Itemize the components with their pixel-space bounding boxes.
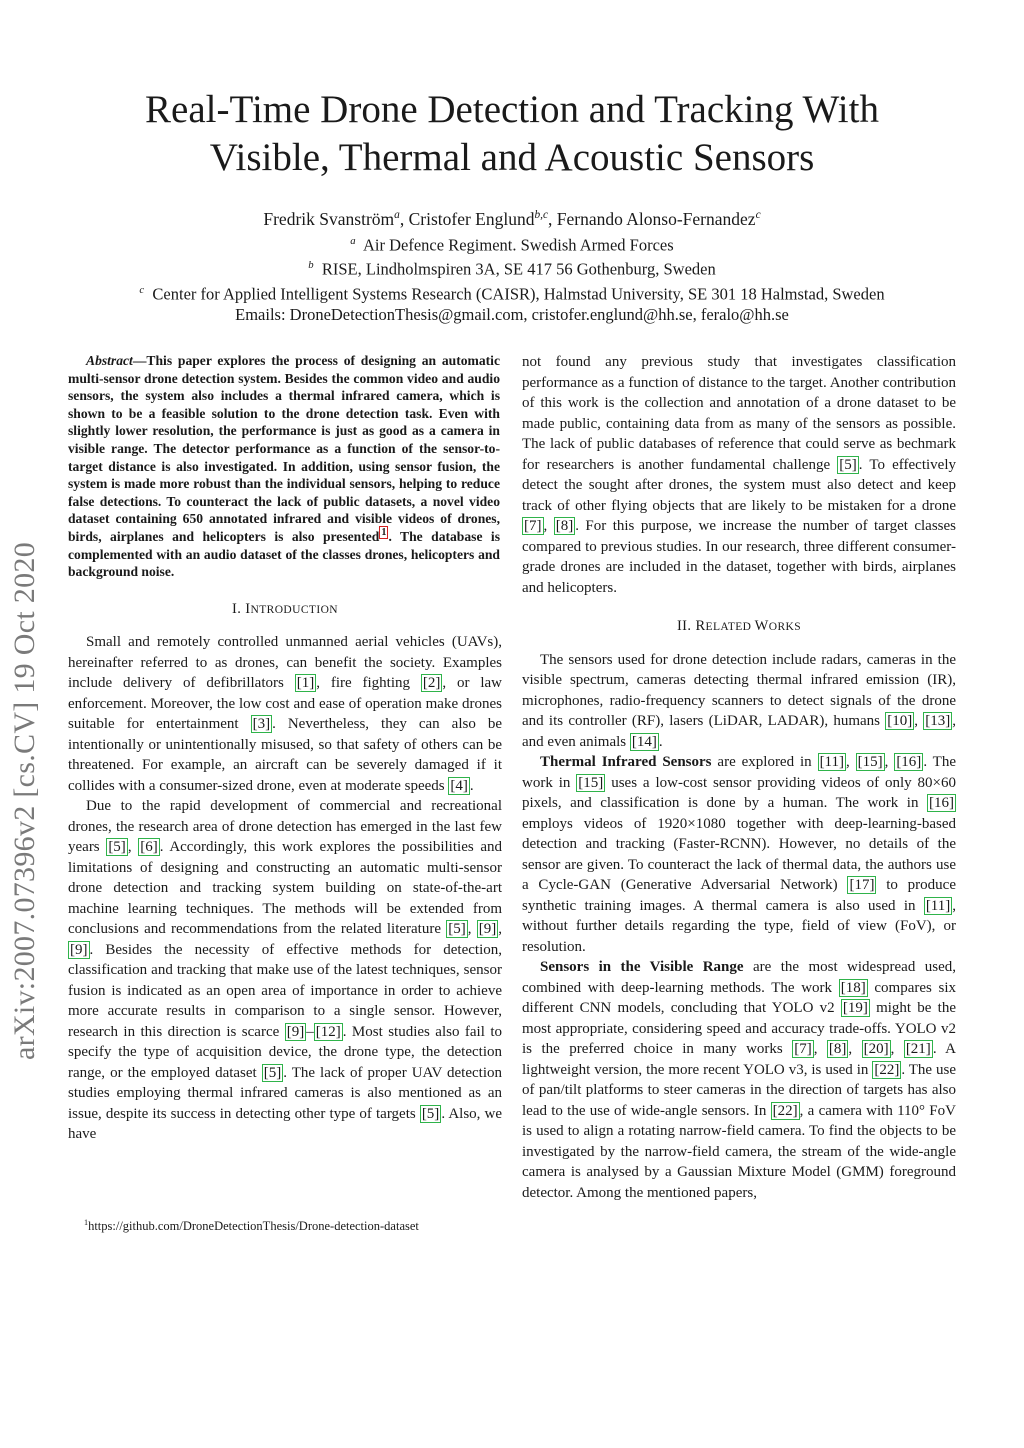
text: . To effectively detect the sought after drones, the system must also detect and keep track of other flying objects that are likely to be mistaken for a drone (522, 456, 956, 514)
citation-link[interactable]: [18] (840, 979, 866, 996)
text: , and even animals (522, 713, 957, 750)
intro-paragraph-2-continued (522, 352, 956, 598)
related-paragraph-visible (522, 957, 956, 1203)
text: , or law enforcement. Moreover, the low cost and ease of operation make drones suitable for entertainment (68, 675, 502, 733)
right-column (522, 352, 956, 1203)
text: employs videos of 1920×1080 together with deep-learning-based detection and tracking (Faster-RCNN). However, no details of the sensor are given. To counteract the lack of thermal data, the authors use a Cycle-GAN (Generative Adversarial Network) (522, 815, 956, 893)
citation-link[interactable]: [11] (819, 754, 844, 770)
paragraph-lead-visible: Sensors in the Visible Range (540, 959, 744, 975)
text: , (498, 921, 502, 938)
citation-link[interactable]: [11] (925, 897, 951, 914)
text: . For this purpose, we increase the number of target classes compared to previous studies. In our research, three different consumer-grade drones are included in the dataset, together with birds, airplanes and helicopters. (522, 518, 956, 596)
text: . Also, we have (68, 1105, 502, 1143)
author-block (60, 205, 964, 325)
abstract-text-1: —This paper explores the process of designing an automatic multi-sensor drone detection system. Besides the common video and audio sensors, the system also includes a thermal infrared camera, which is shown to be a feasible solution to the drone detection task. Even with slightly lower resolution, the performance is just as good as a camera in visible range. The detector performance as a function of the sensor-to-target distance is also investigated. In addition, using sensor fusion, the system is made more robust than the individual sensors, helping to reduce false detections. To counteract the lack of public datasets, a novel video dataset containing 650 annotated infrared and visible videos of drones, birds, airplanes and helicopters is also presented (68, 353, 500, 544)
author-names: Fredrik Svanström$^a$, Cristofer Englund$^{b,c}$, Fernando Alonso-Fernandez$^c$ (263, 208, 761, 229)
text: . Besides the necessity of effective methods for detection, classification and tracking that make use of the latest techniques, sensor fusion is indicated as an open area of importance in order to achieve more accurate results in comparison to a single sensor. However, research in this direction is scarce (68, 941, 502, 1040)
text: might be the most appropriate, considering speed and accuracy trade-offs. YOLO v2 is the preferred choice in many works (522, 1000, 956, 1057)
sec1-num: I. (232, 600, 246, 617)
title-line-1: Real-Time Drone Detection and Tracking With (145, 88, 879, 131)
citation-link[interactable]: [7] (524, 518, 542, 534)
sec2-num: II. (676, 618, 696, 634)
text: , (890, 1041, 904, 1057)
text: The sensors used for drone detection include radars, cameras in the visible spectrum, cameras detecting thermal infrared emission (IR), microphones, radio-frequency scanners to detect signals of the drone and its controller (RF), lasers (LiDAR, LADAR), humans (522, 651, 956, 729)
text: . Nevertheless, they can also be intentionally or unintentionally misused, so that safety of others can be threatened. For example, an aircraft can be severely damaged if it collides with a consumer-sized drone, even at moderate speeds (68, 716, 502, 794)
text: , (846, 754, 856, 770)
text: compares six different CNN models, concluding that YOLO v2 (522, 979, 957, 1016)
author-2-sup: b,c (534, 209, 549, 221)
text: , (813, 1041, 827, 1057)
text: , fire fighting (316, 675, 421, 692)
affiliation-b-sup: b (308, 259, 314, 272)
citation-link[interactable]: [4] (450, 777, 468, 794)
text: are explored in (711, 754, 818, 770)
citation-link[interactable]: [15] (857, 754, 883, 770)
citation-link[interactable]: [8] (828, 1041, 847, 1057)
affiliation-c-sup: c (139, 283, 145, 296)
sec1-first: I (245, 600, 251, 617)
intro-paragraph-2 (68, 796, 502, 1145)
affiliation-b-text: RISE, Lindholmspiren 3A, SE 417 56 Gothenburg, Sweden (321, 259, 716, 279)
related-paragraph-1 (522, 650, 956, 753)
related-paragraph-thermal (522, 752, 956, 957)
arxiv-stamp: arXiv:2007.07396v2 [cs.CV] 19 Oct 2020 (8, 541, 41, 1060)
citation-link[interactable]: [9] (70, 941, 88, 958)
affiliation-a (60, 231, 964, 256)
text: , (884, 754, 895, 770)
citation-link[interactable]: [2] (422, 675, 441, 692)
text: Small and remotely controlled unmanned aerial vehicles (UAVs), hereinafter referred to as drones, can benefit the society. Examples include delivery of defibrillators (68, 634, 502, 692)
citation-link[interactable]: [3] (252, 716, 271, 733)
citation-link[interactable]: [5] (839, 456, 857, 473)
text: , (467, 921, 477, 938)
text: , without further details regarding the type, field of view (FoV), or resolution. (522, 897, 956, 955)
abstract-label: Abstract (86, 353, 133, 368)
text: , (543, 518, 554, 534)
citation-link[interactable]: [12] (315, 1023, 341, 1040)
footnote (84, 1218, 419, 1234)
text: , a camera with 110° FoV is used to align a rotating narrow-field camera. To find the objects to be investigated by the narrow-field camera, the stream of the wide-angle camera is analysed by a Gaussian Mixture Model (GMM) foreground detector. Among the mentioned papers, (522, 1102, 956, 1201)
citation-link[interactable]: [5] (448, 921, 466, 938)
citation-link[interactable]: [16] (929, 795, 954, 811)
citation-link[interactable]: [1] (296, 675, 315, 692)
citation-link[interactable]: [15] (578, 774, 604, 791)
paper-title (60, 86, 964, 182)
text: – (306, 1023, 314, 1040)
author-3: Fernando Alonso-Fernandez (556, 208, 756, 229)
citation-link[interactable]: [22] (772, 1102, 798, 1119)
text: . A lightweight version, the more recent YOLO v3, is used in (522, 1041, 957, 1078)
text: . Accordingly, this work explores the possibilities and limitations of designing and constructing an automatic multi-sensor drone detection and tracking system building on state-of-the-art machine learning techniques. The methods will be extended from conclusions and recommendations from the related literature (68, 839, 503, 938)
paragraph-lead-thermal: Thermal Infrared Sensors (540, 754, 712, 770)
text: Due to the rapid development of commercial and recreational drones, the research area of drone detection has emerged in the last few years (68, 798, 502, 856)
citation-link[interactable]: [6] (140, 839, 158, 856)
text: . (469, 777, 474, 794)
abstract-text-2: . The database is complemented with an audio dataset of the classes drones, helicopters and background noise. (68, 528, 500, 580)
affiliation-b (60, 255, 964, 280)
citation-link[interactable]: [14] (631, 733, 657, 750)
citation-link[interactable]: [5] (263, 1064, 282, 1081)
text: . The work in (522, 754, 957, 791)
affiliation-a-sup: a (350, 234, 356, 247)
left-column (68, 352, 502, 1145)
sec2-first2: W (754, 618, 769, 634)
citation-link[interactable]: [7] (794, 1041, 812, 1057)
title-line-2: Visible, Thermal and Acoustic Sensors (209, 136, 815, 179)
sec2-rest1: ELATED (705, 621, 755, 633)
text: , (848, 1041, 862, 1057)
citation-link[interactable]: [5] (421, 1105, 440, 1122)
author-2: Cristofer Englund (408, 208, 535, 229)
sec2-first1: R (695, 618, 706, 634)
sec2-rest2: ORKS (768, 621, 802, 633)
citation-link[interactable]: [9] (286, 1023, 305, 1040)
author-3-sup: c (755, 209, 761, 221)
affiliation-c-text: Center for Applied Intelligent Systems Research (CAISR), Halmstad University, SE 301 18 Halmstad, Sweden (152, 284, 885, 304)
emails: Emails: DroneDetectionThesis@gmail.com, cristofer.englund@hh.se, feralo@hh.se (235, 305, 789, 325)
abstract (68, 352, 502, 581)
intro-paragraph-1 (68, 632, 502, 796)
text: . The use of pan/tilt platforms to steer cameras in the direction of targets has also lead to the use of wide-angle sensors. In (522, 1061, 956, 1119)
text: . The lack of proper UAV detection studies employing thermal infrared cameras is also mentioned as an issue, despite its success in detecting other type of targets (68, 1064, 502, 1122)
citation-link[interactable]: [21] (905, 1041, 931, 1057)
footnote-mark: 1 (84, 1218, 89, 1227)
section-heading-related-works (522, 616, 956, 638)
text: uses a low-cost sensor providing videos of only 80×60 pixels, and classification is done by a human. The work in (522, 774, 956, 811)
citation-link[interactable]: [17] (849, 877, 875, 893)
citation-link[interactable]: [10] (887, 713, 913, 729)
citation-link[interactable]: [20] (863, 1041, 889, 1057)
text: , (914, 713, 924, 729)
author-1-sup: a (394, 209, 400, 221)
affiliation-a-text: Air Defence Regiment. Swedish Armed Forces (363, 235, 674, 255)
citation-link[interactable]: [5] (108, 839, 126, 856)
text: , (127, 839, 139, 856)
citation-link[interactable]: [22] (874, 1061, 900, 1078)
citation-link[interactable]: [9] (478, 921, 497, 938)
affiliation-c (60, 280, 964, 305)
footnote-url-link[interactable]: https://github.com/DroneDetectionThesis/Drone-detection-dataset (88, 1219, 419, 1234)
text: to produce synthetic training images. A thermal camera is also used in (522, 877, 956, 914)
text: . Most studies also fail to specify the type of acquisition device, the drone type, the detection range, or the employed dataset (68, 1023, 502, 1081)
section-heading-introduction (68, 599, 502, 621)
citation-link[interactable]: [16] (896, 754, 922, 770)
citation-link[interactable]: [13] (925, 713, 951, 729)
text: are the most widespread used, combined with deep-learning methods. The work (522, 959, 957, 996)
author-1: Fredrik Svanström (263, 208, 395, 229)
text: . (658, 733, 663, 750)
sec1-rest: NTRODUCTION (250, 603, 338, 616)
footnote-link[interactable]: 1 (381, 527, 387, 539)
citation-link[interactable]: [19] (842, 1000, 868, 1016)
citation-link[interactable]: [8] (555, 518, 574, 534)
text: not found any previous study that investigates classification performance as a function of distance to the target. Another contribution of this work is the collection and annotation of a drone dataset to be made public, containing data from as many of the sensors as possible. The lack of public databases of reference that could serve as bechmark for researchers is another fundamental challenge (522, 354, 956, 473)
